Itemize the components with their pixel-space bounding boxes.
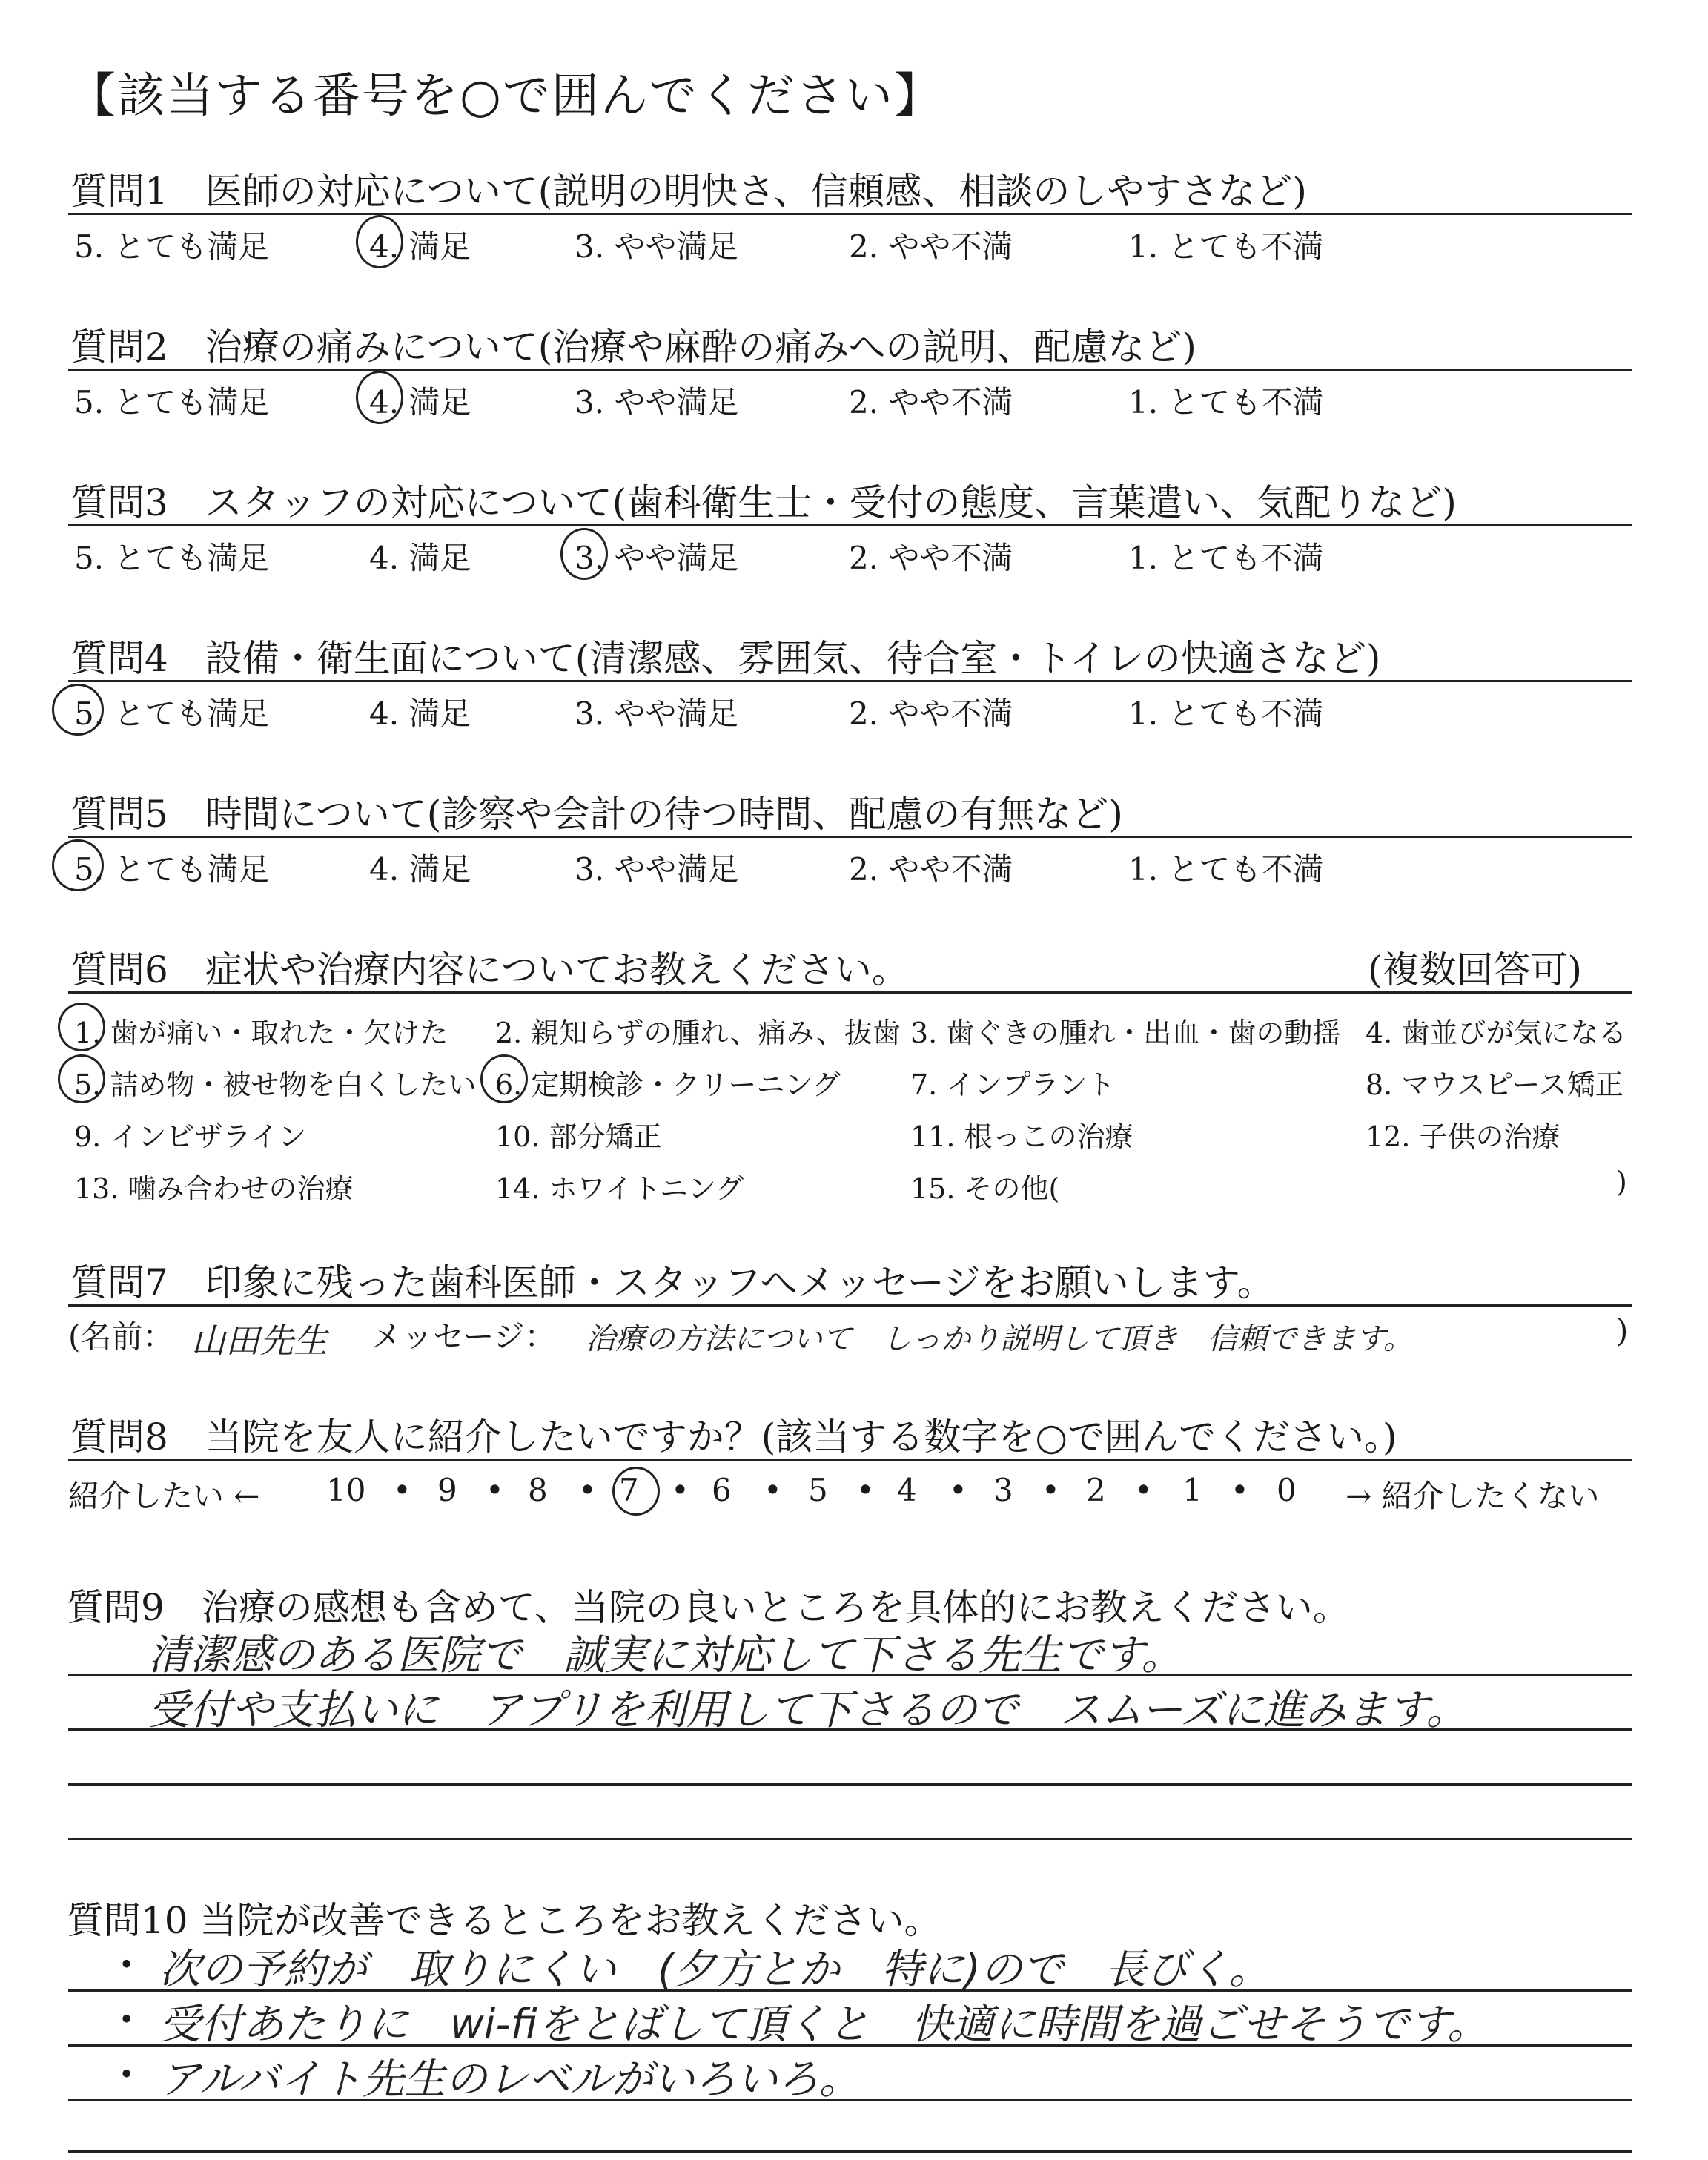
q7-title: 質問7 印象に残った歯科医師・スタッフへメッセージをお願いします。 xyxy=(70,1261,1274,1304)
q7-message-value[interactable]: 治療の方法について しっかり説明して頂き 信頼できます。 xyxy=(586,1322,1413,1356)
q8-divider xyxy=(68,1459,1632,1461)
q8-scale-separator: • xyxy=(856,1472,875,1508)
q6-option-13[interactable]: 13. 噛み合わせの治療 xyxy=(74,1172,354,1205)
q2-selection-circle xyxy=(356,371,403,424)
q6-multiple-answers-note: (複数回答可) xyxy=(1368,948,1583,991)
q6-option-5[interactable]: 5. 詰め物・被せ物を白くしたい xyxy=(74,1069,477,1101)
q6-other-close-paren: ) xyxy=(1616,1166,1627,1198)
q2-title: 質問2 治療の痛みについて(治療や麻酔の痛みへの説明、配慮など) xyxy=(70,326,1196,369)
q6-selection-circle-1 xyxy=(58,1003,105,1051)
q10-bullet-2: • xyxy=(119,2005,135,2035)
q2-option-1[interactable]: 1. とても不満 xyxy=(1128,384,1324,420)
q8-scale-7[interactable]: 7 xyxy=(619,1472,639,1508)
q1-option-1[interactable]: 1. とても不満 xyxy=(1128,228,1324,265)
q5-divider xyxy=(68,836,1632,838)
q10-answer-line-3[interactable]: アルバイト先生のレベルがいろいろ。 xyxy=(159,2055,861,2104)
q4-option-2[interactable]: 2. やや不満 xyxy=(849,696,1013,732)
q8-scale-9[interactable]: 9 xyxy=(437,1472,457,1508)
q10-title: 質問10 当院が改善できるところをお教えください。 xyxy=(67,1899,941,1942)
q4-option-3[interactable]: 3. やや満足 xyxy=(575,696,739,732)
q8-scale-separator: • xyxy=(949,1472,967,1508)
q8-left-label: 紹介したい ← xyxy=(68,1478,260,1514)
q6-option-15[interactable]: 15. その他( xyxy=(910,1172,1060,1205)
q8-title: 質問8 当院を友人に紹介したいですか？(該当する数字を○で囲んでください。) xyxy=(70,1416,1397,1459)
q4-divider xyxy=(68,680,1632,682)
q6-option-10[interactable]: 10. 部分矯正 xyxy=(495,1120,662,1153)
q6-option-2[interactable]: 2. 親知らずの腫れ、痛み、抜歯 xyxy=(495,1017,901,1049)
q1-title: 質問1 医師の対応について(説明の明快さ、信頼感、相談のしやすさなど) xyxy=(70,170,1307,213)
q8-scale-separator: • xyxy=(578,1472,597,1508)
q8-scale-separator: • xyxy=(1231,1472,1249,1508)
q9-line-4 xyxy=(68,1838,1632,1840)
q9-line-3 xyxy=(68,1783,1632,1786)
q7-close-paren: ) xyxy=(1616,1312,1629,1349)
q4-option-1[interactable]: 1. とても不満 xyxy=(1128,696,1324,732)
q5-option-3[interactable]: 3. やや満足 xyxy=(575,851,739,888)
q9-answer-line-2[interactable]: 受付や支払いに アプリを利用して下さるので スムーズに進みます。 xyxy=(148,1686,1468,1734)
q5-option-1[interactable]: 1. とても不満 xyxy=(1128,851,1324,888)
q4-option-4[interactable]: 4. 満足 xyxy=(369,696,471,732)
q1-option-2[interactable]: 2. やや不満 xyxy=(849,228,1013,265)
q4-title: 質問4 設備・衛生面について(清潔感、雰囲気、待合室・トイレの快適さなど) xyxy=(70,637,1381,680)
q8-scale-3[interactable]: 3 xyxy=(993,1472,1013,1508)
q10-answer-line-2[interactable]: 受付あたりに wi-fiをとばして頂くと 快適に時間を過ごせそうです。 xyxy=(159,2001,1489,2049)
q6-option-4[interactable]: 4. 歯並びが気になる xyxy=(1366,1017,1627,1049)
q8-scale-5[interactable]: 5 xyxy=(808,1472,828,1508)
q6-title: 質問6 症状や治療内容についてお教えください。 xyxy=(70,948,909,991)
q8-scale-separator: • xyxy=(393,1472,411,1508)
q1-selection-circle xyxy=(356,215,403,268)
q8-scale-separator: • xyxy=(1134,1472,1153,1508)
q8-right-label: → 紹介したくない xyxy=(1345,1478,1600,1514)
q6-option-14[interactable]: 14. ホワイトニング xyxy=(495,1172,744,1205)
q6-option-8[interactable]: 8. マウスピース矯正 xyxy=(1366,1069,1623,1101)
q5-option-5[interactable]: 5. とても満足 xyxy=(74,851,270,888)
q1-option-4[interactable]: 4. 満足 xyxy=(369,228,471,265)
q7-message-label: メッセージ： xyxy=(371,1318,556,1355)
q8-scale-separator: • xyxy=(671,1472,689,1508)
q10-line-4 xyxy=(68,2150,1632,2153)
q8-scale-6[interactable]: 6 xyxy=(712,1472,732,1508)
q6-divider xyxy=(68,991,1632,994)
q3-option-3[interactable]: 3. やや満足 xyxy=(575,540,739,576)
q2-option-4[interactable]: 4. 満足 xyxy=(369,384,471,420)
q3-divider xyxy=(68,524,1632,526)
q1-option-5[interactable]: 5. とても満足 xyxy=(74,228,270,265)
q6-option-9[interactable]: 9. インビザライン xyxy=(74,1120,307,1153)
q3-option-5[interactable]: 5. とても満足 xyxy=(74,540,270,576)
q6-option-3[interactable]: 3. 歯ぐきの腫れ・出血・歯の動揺 xyxy=(910,1017,1341,1049)
q3-option-2[interactable]: 2. やや不満 xyxy=(849,540,1013,576)
q3-selection-circle xyxy=(560,528,608,580)
q2-option-2[interactable]: 2. やや不満 xyxy=(849,384,1013,420)
q7-divider xyxy=(68,1304,1632,1307)
q10-bullet-1: • xyxy=(119,1950,135,1981)
q9-answer-line-1[interactable]: 清潔感のある医院で 誠実に対応して下さる先生です。 xyxy=(148,1631,1183,1680)
q3-title: 質問3 スタッフの対応について(歯科衛生士・受付の態度、言葉遣い、気配りなど) xyxy=(70,481,1457,524)
q4-option-5[interactable]: 5. とても満足 xyxy=(74,696,270,732)
page-title: 【該当する番号を○で囲んでください】 xyxy=(68,69,943,124)
q6-selection-circle-6 xyxy=(480,1054,528,1103)
q8-scale-separator: • xyxy=(1042,1472,1060,1508)
q4-selection-circle xyxy=(52,684,104,736)
q7-name-label: (名前： xyxy=(68,1318,174,1355)
q8-scale-8[interactable]: 8 xyxy=(528,1472,548,1508)
q10-bullet-3: • xyxy=(119,2060,135,2090)
q2-divider xyxy=(68,369,1632,371)
q6-option-1[interactable]: 1. 歯が痛い・取れた・欠けた xyxy=(74,1017,448,1049)
q9-title: 質問9 治療の感想も含めて、当院の良いところを具体的にお教えください。 xyxy=(67,1586,1350,1629)
q8-scale-4[interactable]: 4 xyxy=(897,1472,917,1508)
q5-option-4[interactable]: 4. 満足 xyxy=(369,851,471,888)
q1-option-3[interactable]: 3. やや満足 xyxy=(575,228,739,265)
q5-option-2[interactable]: 2. やや不満 xyxy=(849,851,1013,888)
q6-option-7[interactable]: 7. インプラント xyxy=(910,1069,1116,1101)
q2-option-5[interactable]: 5. とても満足 xyxy=(74,384,270,420)
q6-selection-circle-5 xyxy=(58,1054,105,1103)
q3-option-1[interactable]: 1. とても不満 xyxy=(1128,540,1324,576)
q10-answer-line-1[interactable]: 次の予約が 取りにくい (夕方とか 特に)ので 長びく。 xyxy=(159,1946,1271,1994)
q5-selection-circle xyxy=(52,839,104,891)
q1-divider xyxy=(68,213,1632,215)
q8-scale-separator: • xyxy=(764,1472,782,1508)
q6-option-12[interactable]: 12. 子供の治療 xyxy=(1366,1120,1560,1153)
q5-title: 質問5 時間について(診察や会計の待つ時間、配慮の有無など) xyxy=(70,793,1123,836)
q6-option-6[interactable]: 6. 定期検診・クリーニング xyxy=(495,1069,841,1101)
q8-scale-separator: • xyxy=(486,1472,504,1508)
q7-name-value[interactable]: 山田先生 xyxy=(191,1321,328,1361)
q2-option-3[interactable]: 3. やや満足 xyxy=(575,384,739,420)
q8-selection-circle xyxy=(612,1467,660,1516)
q8-scale-2[interactable]: 2 xyxy=(1086,1472,1106,1508)
q8-scale-10[interactable]: 10 xyxy=(326,1472,366,1508)
q6-option-11[interactable]: 11. 根っこの治療 xyxy=(910,1120,1133,1153)
q3-option-4[interactable]: 4. 満足 xyxy=(369,540,471,576)
q8-scale-1[interactable]: 1 xyxy=(1182,1472,1202,1508)
q8-scale-0[interactable]: 0 xyxy=(1277,1472,1297,1508)
